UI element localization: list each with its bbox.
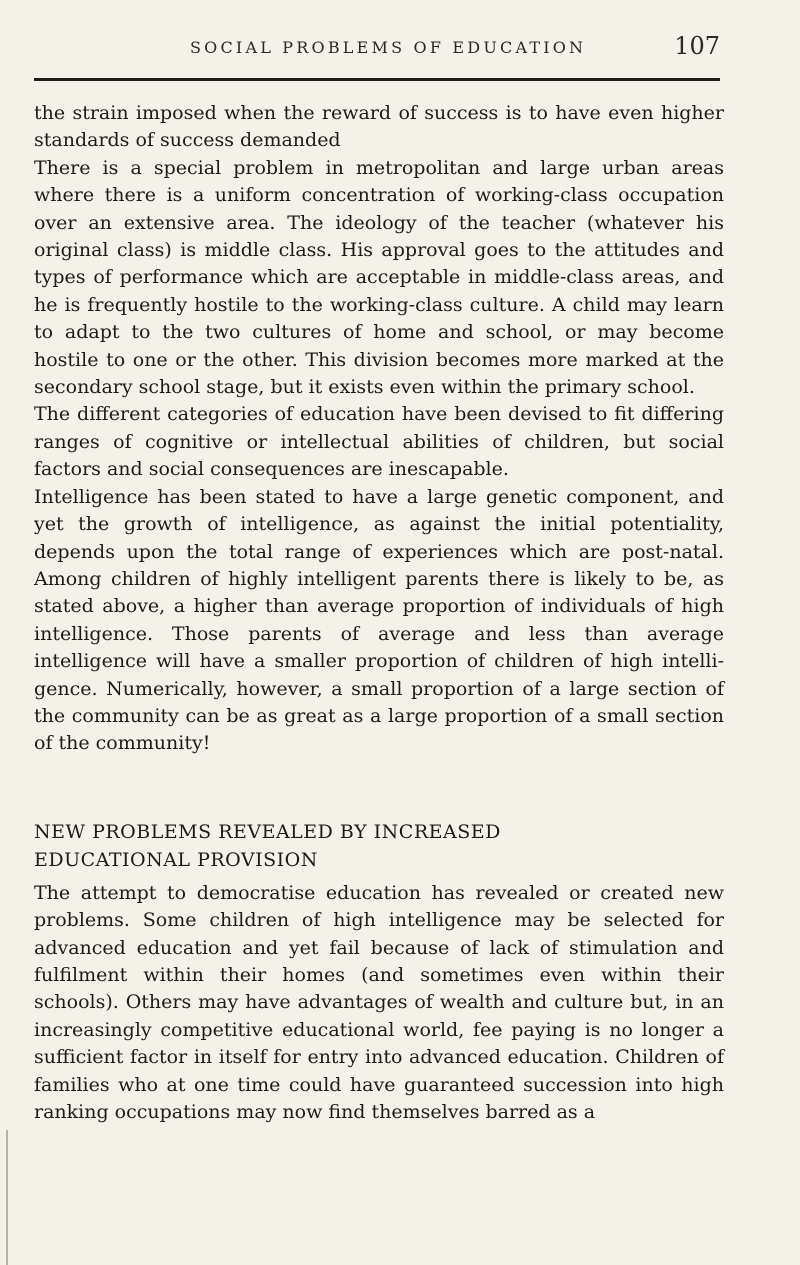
page-body [34, 100, 724, 1126]
paragraph: There is a special problem in metropolitan and large urban areas where there is a uniform concentration of working-class occupation over an extensive area. The ideology of the teacher (whatever his original class) is middle class. His approval goes to the attitudes and types of performance which are acceptable in middle-class areas, and he is frequently hostile to the working-class culture. A child may learn to adapt to the two cultures of home and school, or may become hostile to one or the other. This division becomes more marked at the secondary school stage, but it exists even within the primary school. [34, 156, 724, 399]
paragraph: Intelligence has been stated to have a large genetic component, and yet the growth of intelligence, as against the initial potentiality, depends upon the total range of experiences which are post-natal. Among children of highly intelligent parents there is likely to be, as stated above, a higher than average proportion of individuals of high intelligence. Those parents of average and less than average intelligence will have a smaller proportion of children of high intelli-gence. Numerically, however, a small proportion of a large section of the community can be as great as a large proportion of a small section of the community! [34, 485, 724, 755]
paragraph: The different categories of education have been devised to fit differing ranges of cognitive or intellectual abilities of children, but social factors and social consequences are inescapable. [34, 403, 724, 481]
section-heading: NEW PROBLEMS REVEALED BY INCREASED EDUCATIONAL PROVISION [34, 820, 501, 871]
paragraph: The attempt to democratise education has revealed or created new problems. Some children of high intelligence may be selected for advanced education and yet fail because of lack of stimulation and fulfilment within their homes (and sometimes even within their schools). Others may have advantages of wealth and culture but, in an increasingly competitive educational world, fee paying is no longer a sufficient factor in itself for entry into advanced education. Children of families who at one time could have guaranteed succession into high ranking occupations may now find themselves barred as a [34, 881, 724, 1123]
page-number: 107 [674, 32, 720, 60]
paragraph: the strain imposed when the reward of success is to have even higher standards of success demanded [34, 102, 724, 152]
page-header [34, 32, 720, 72]
running-head: SOCIAL PROBLEMS OF EDUCATION [190, 38, 587, 57]
header-rule [34, 78, 720, 81]
binding-shadow [6, 1130, 8, 1265]
